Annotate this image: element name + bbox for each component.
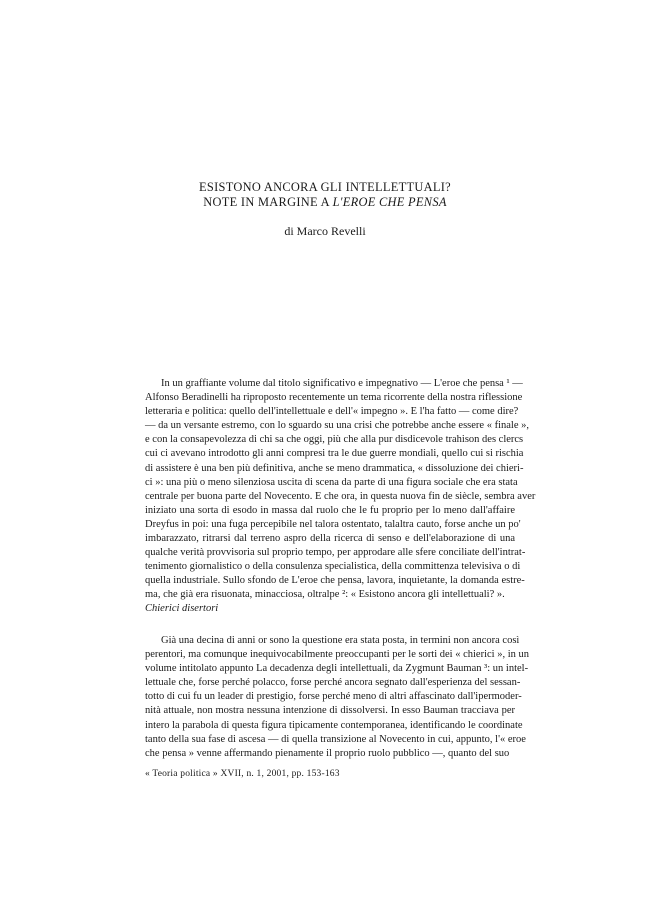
text-line: perentori, ma comunque inequivocabilmente preoccupanti per le sorti dei « chierici », in un (145, 649, 529, 661)
text-line: che pensa » venne affermando pienamente il proprio ruolo pubblico —, quanto del suo (145, 747, 510, 759)
text-line: ci »: una più o meno silenziosa uscita di scena da parte di una figura sociale che era stata (145, 476, 518, 488)
article-title (0, 180, 650, 210)
section-paragraph (145, 634, 529, 761)
title-line-2-book: L'EROE CHE PENSA (332, 195, 447, 209)
text-line: — da un versante estremo, con lo sguardo su una crisi che potrebbe anche essere « finale », (145, 420, 529, 432)
text-line: volume intitolato appunto La decadenza degli intellettuali, da Zygmunt Bauman ³: un intel- (145, 663, 529, 675)
author-byline: di Marco Revelli (284, 224, 366, 238)
title-line-2 (0, 195, 650, 210)
text-line: letteraria e politica: quello dell'intellettuale e dell'« impegno ». E l'ha fatto — come dire? (145, 406, 519, 418)
text-line: intero la parabola di questa figura tipicamente contemporanea, identificando le coordinate (145, 719, 523, 731)
text-line: nità attuale, non mostra nessuna intenzione di dissolversi. In esso Bauman tracciava per (145, 705, 515, 717)
text-line: di assistere è una ben più definitiva, anche se meno drammatica, « dissoluzione dei chieri- (145, 462, 524, 474)
text-line: lettuale che, forse perché polacco, forse perché ancora segnato dall'esperienza del sessan- (145, 677, 521, 689)
text-line: tanto della sua fase di ascesa — di quella transizione al Novecento in cui, appunto, l'« eroe (145, 733, 526, 745)
text-line: quella industriale. Sullo sfondo de L'eroe che pensa, lavora, inquietante, la domanda estre- (145, 575, 525, 587)
text-line: e con la consapevolezza di chi sa che oggi, più che alla pur disdicevole trahison des clercs (145, 434, 524, 446)
text-line: Già una decina di anni or sono la questione era stata posta, in termini non ancora così (161, 635, 520, 646)
title-line-2-prefix: NOTE IN MARGINE A (203, 195, 333, 209)
text-line: Dreyfus in poi: una fuga percepibile nel talora ostentato, talaltra cauto, forse anche un po' (145, 518, 521, 530)
title-line-1: ESISTONO ANCORA GLI INTELLETTUALI? (199, 180, 451, 194)
section-heading: Chierici disertori (145, 603, 219, 614)
journal-citation: « Teoria politica » XVII, n. 1, 2001, pp. 153-163 (145, 769, 340, 779)
text-line: centrale per buona parte del Novecento. E che ora, in questa nuova fin de siècle, sembra aver (145, 490, 536, 502)
intro-paragraph (145, 377, 536, 603)
text-line: cui ci avevano introdotto gli anni compresi tra le due guerre mondiali, quello cui si rischia (145, 448, 524, 460)
text-line: totto di cui fu un leader di prestigio, forse perché meno di altri affascinato dall'ipermoder- (145, 691, 522, 703)
text-line: tenimento giornalistico o della consulenza specialistica, della committenza televisiva o di (145, 561, 521, 573)
text-line: In un graffiante volume dal titolo significativo e impegnativo — L'eroe che pensa ¹ — (161, 378, 523, 389)
text-line: imbarazzato, ritrarsi dal terreno aspro della ricerca di senso e dell'elaborazione di una (145, 533, 515, 545)
text-line: Alfonso Beradinelli ha riproposto recentemente un tema ricorrente della nostra riflessione (145, 392, 523, 404)
text-line: ma, che già era risuonata, minacciosa, oltralpe ²: « Esistono ancora gli intellettuali? ». (145, 589, 505, 601)
text-line: qualche verità provvisoria sul proprio tempo, per approdare alle sfere conciliate dell'intrat- (145, 547, 526, 559)
text-line: iniziato una sorta di esodo in massa dal ruolo che le fu proprio per lo meno dall'affaire (145, 504, 515, 516)
